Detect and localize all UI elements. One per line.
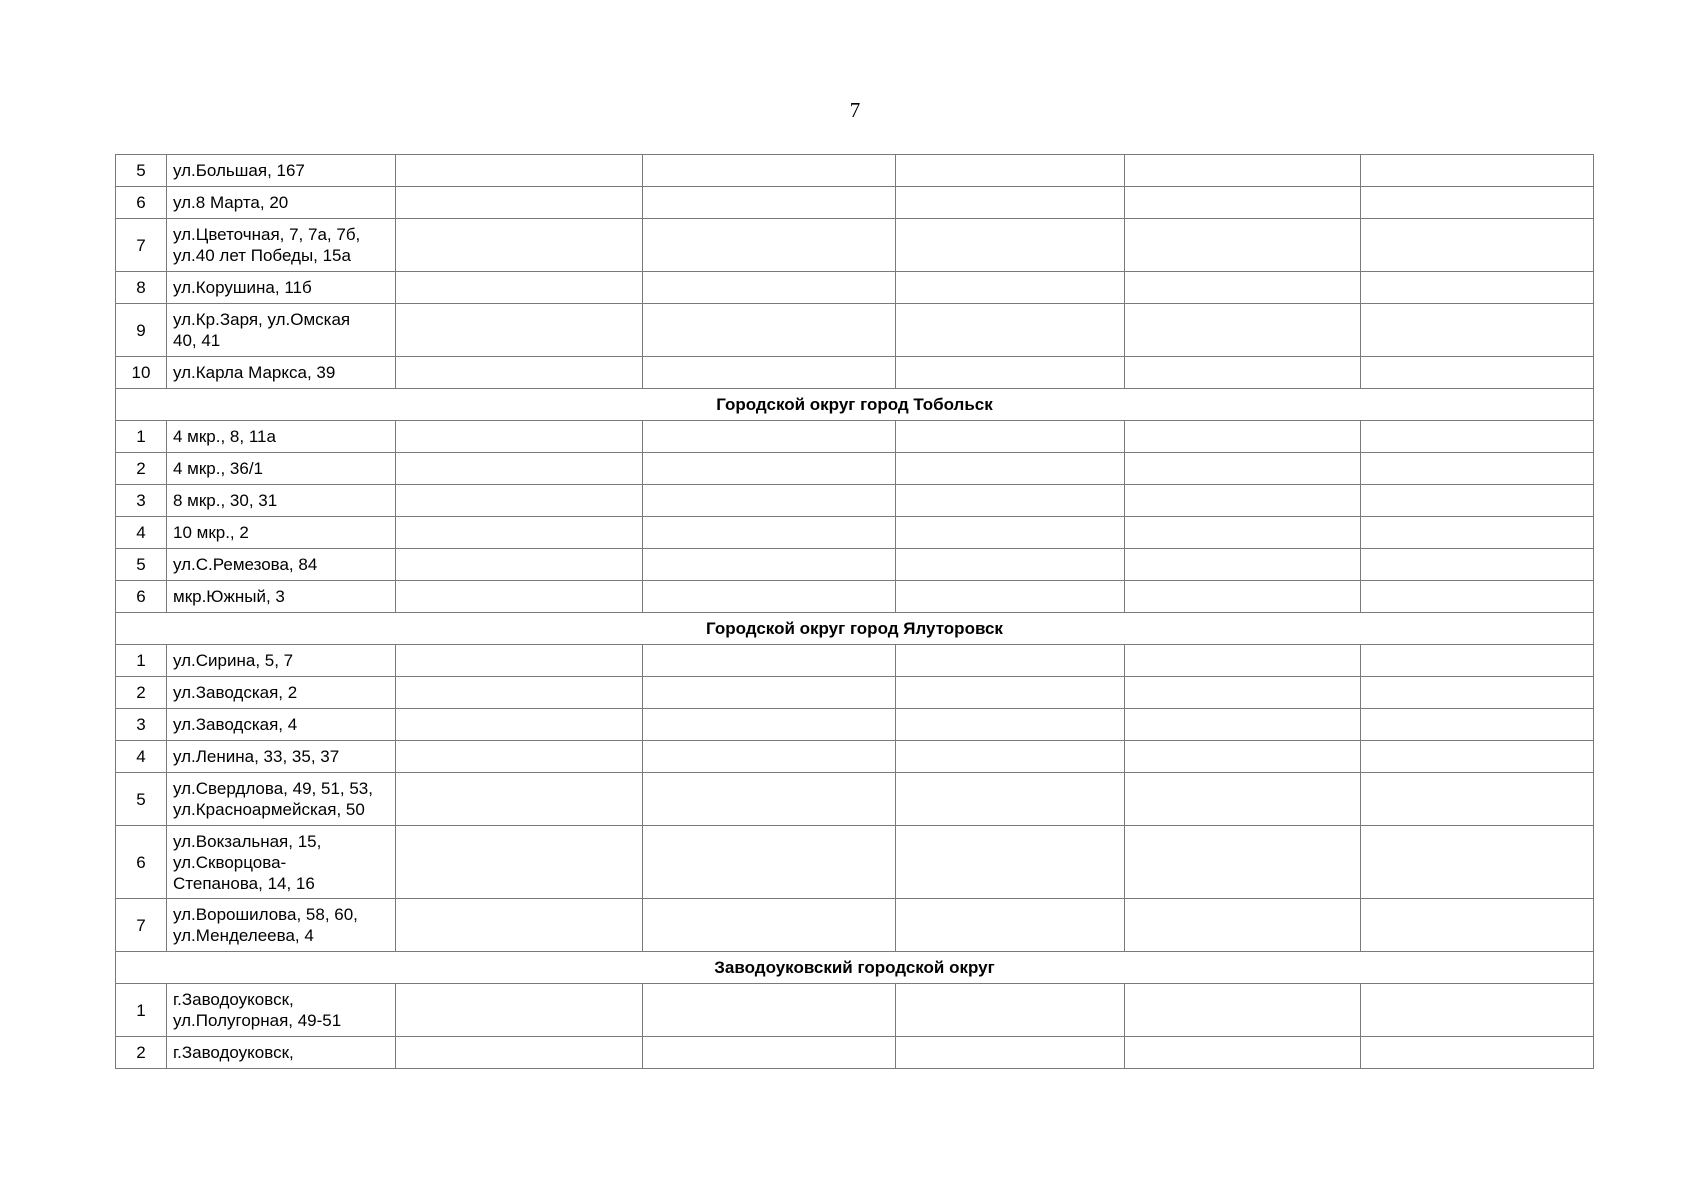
empty-cell xyxy=(896,187,1125,219)
empty-cell xyxy=(643,1037,896,1069)
section-title: Городской округ город Тобольск xyxy=(116,389,1594,421)
address-cell: ул.Сирина, 5, 7 xyxy=(167,645,396,677)
row-number: 2 xyxy=(116,1037,167,1069)
empty-cell xyxy=(896,1037,1125,1069)
address-cell: ул.Заводская, 2 xyxy=(167,677,396,709)
empty-cell xyxy=(1361,1037,1594,1069)
empty-cell xyxy=(896,219,1125,272)
empty-cell xyxy=(896,155,1125,187)
address-cell: ул.Большая, 167 xyxy=(167,155,396,187)
empty-cell xyxy=(1361,453,1594,485)
table-row xyxy=(116,485,1594,517)
empty-cell xyxy=(1361,219,1594,272)
empty-cell xyxy=(1361,645,1594,677)
row-number: 7 xyxy=(116,219,167,272)
empty-cell xyxy=(643,517,896,549)
address-cell: ул.С.Ремезова, 84 xyxy=(167,549,396,581)
row-number: 5 xyxy=(116,155,167,187)
empty-cell xyxy=(1361,709,1594,741)
table-row xyxy=(116,219,1594,272)
table-row xyxy=(116,272,1594,304)
empty-cell xyxy=(1125,219,1361,272)
empty-cell xyxy=(396,899,643,952)
table-row xyxy=(116,517,1594,549)
empty-cell xyxy=(1125,272,1361,304)
empty-cell xyxy=(1125,517,1361,549)
empty-cell xyxy=(396,187,643,219)
empty-cell xyxy=(396,272,643,304)
empty-cell xyxy=(1125,357,1361,389)
empty-cell xyxy=(896,517,1125,549)
row-number: 5 xyxy=(116,549,167,581)
address-cell: 8 мкр., 30, 31 xyxy=(167,485,396,517)
empty-cell xyxy=(643,304,896,357)
empty-cell xyxy=(896,581,1125,613)
address-cell: ул.Ленина, 33, 35, 37 xyxy=(167,741,396,773)
empty-cell xyxy=(396,709,643,741)
address-cell: ул.Цветочная, 7, 7а, 7б, ул.40 лет Победы, 15а xyxy=(167,219,396,272)
row-number: 6 xyxy=(116,581,167,613)
empty-cell xyxy=(396,741,643,773)
empty-cell xyxy=(1125,645,1361,677)
empty-cell xyxy=(896,741,1125,773)
address-cell: 4 мкр., 36/1 xyxy=(167,453,396,485)
empty-cell xyxy=(1361,485,1594,517)
empty-cell xyxy=(396,219,643,272)
empty-cell xyxy=(1361,155,1594,187)
section-header-row xyxy=(116,952,1594,984)
empty-cell xyxy=(643,984,896,1037)
empty-cell xyxy=(896,357,1125,389)
empty-cell xyxy=(896,899,1125,952)
empty-cell xyxy=(396,773,643,826)
empty-cell xyxy=(1361,984,1594,1037)
empty-cell xyxy=(1125,741,1361,773)
empty-cell xyxy=(1125,1037,1361,1069)
row-number: 5 xyxy=(116,773,167,826)
section-title: Городской округ город Ялуторовск xyxy=(116,613,1594,645)
empty-cell xyxy=(896,677,1125,709)
empty-cell xyxy=(896,709,1125,741)
table-row xyxy=(116,645,1594,677)
row-number: 2 xyxy=(116,677,167,709)
empty-cell xyxy=(643,219,896,272)
empty-cell xyxy=(396,453,643,485)
table-row xyxy=(116,421,1594,453)
row-number: 1 xyxy=(116,421,167,453)
row-number: 3 xyxy=(116,485,167,517)
empty-cell xyxy=(396,1037,643,1069)
row-number: 1 xyxy=(116,645,167,677)
empty-cell xyxy=(643,677,896,709)
row-number: 1 xyxy=(116,984,167,1037)
empty-cell xyxy=(643,581,896,613)
empty-cell xyxy=(396,304,643,357)
address-cell: ул.Карла Маркса, 39 xyxy=(167,357,396,389)
table-row xyxy=(116,826,1594,899)
section-header-row xyxy=(116,613,1594,645)
section-header-row xyxy=(116,389,1594,421)
table-row xyxy=(116,1037,1594,1069)
empty-cell xyxy=(1361,677,1594,709)
table-row xyxy=(116,155,1594,187)
empty-cell xyxy=(643,899,896,952)
empty-cell xyxy=(1125,549,1361,581)
table-row xyxy=(116,549,1594,581)
empty-cell xyxy=(396,549,643,581)
empty-cell xyxy=(396,421,643,453)
table-row xyxy=(116,677,1594,709)
empty-cell xyxy=(1125,581,1361,613)
row-number: 10 xyxy=(116,357,167,389)
empty-cell xyxy=(643,272,896,304)
empty-cell xyxy=(1361,899,1594,952)
empty-cell xyxy=(396,357,643,389)
empty-cell xyxy=(643,826,896,899)
empty-cell xyxy=(1125,187,1361,219)
empty-cell xyxy=(643,549,896,581)
row-number: 6 xyxy=(116,826,167,899)
address-cell: ул.Свердлова, 49, 51, 53, ул.Красноармейская, 50 xyxy=(167,773,396,826)
empty-cell xyxy=(896,485,1125,517)
empty-cell xyxy=(896,773,1125,826)
empty-cell xyxy=(643,421,896,453)
address-cell: ул.Кр.Заря, ул.Омская 40, 41 xyxy=(167,304,396,357)
empty-cell xyxy=(896,984,1125,1037)
empty-cell xyxy=(1361,517,1594,549)
empty-cell xyxy=(1125,899,1361,952)
address-cell: ул.Ворошилова, 58, 60, ул.Менделеева, 4 xyxy=(167,899,396,952)
empty-cell xyxy=(396,984,643,1037)
empty-cell xyxy=(643,485,896,517)
row-number: 6 xyxy=(116,187,167,219)
table-body xyxy=(116,155,1594,1069)
empty-cell xyxy=(1125,773,1361,826)
empty-cell xyxy=(1361,549,1594,581)
address-cell: ул.Вокзальная, 15, ул.Скворцова- Степанова, 14, 16 xyxy=(167,826,396,899)
empty-cell xyxy=(896,826,1125,899)
empty-cell xyxy=(643,741,896,773)
empty-cell xyxy=(896,304,1125,357)
empty-cell xyxy=(1361,581,1594,613)
empty-cell xyxy=(396,155,643,187)
address-cell: ул.Корушина, 11б xyxy=(167,272,396,304)
empty-cell xyxy=(896,272,1125,304)
row-number: 3 xyxy=(116,709,167,741)
row-number: 4 xyxy=(116,517,167,549)
row-number: 7 xyxy=(116,899,167,952)
empty-cell xyxy=(1361,304,1594,357)
empty-cell xyxy=(1361,272,1594,304)
row-number: 8 xyxy=(116,272,167,304)
row-number: 9 xyxy=(116,304,167,357)
empty-cell xyxy=(643,453,896,485)
empty-cell xyxy=(1125,485,1361,517)
empty-cell xyxy=(896,549,1125,581)
empty-cell xyxy=(643,709,896,741)
table-row xyxy=(116,357,1594,389)
empty-cell xyxy=(1125,421,1361,453)
empty-cell xyxy=(896,645,1125,677)
empty-cell xyxy=(1125,453,1361,485)
empty-cell xyxy=(1361,826,1594,899)
table-row xyxy=(116,984,1594,1037)
table-row xyxy=(116,741,1594,773)
table-row xyxy=(116,709,1594,741)
address-cell: 10 мкр., 2 xyxy=(167,517,396,549)
empty-cell xyxy=(1361,357,1594,389)
addresses-table xyxy=(115,154,1594,1069)
empty-cell xyxy=(643,645,896,677)
empty-cell xyxy=(396,826,643,899)
empty-cell xyxy=(896,453,1125,485)
empty-cell xyxy=(1361,187,1594,219)
empty-cell xyxy=(1125,826,1361,899)
table-row xyxy=(116,187,1594,219)
address-cell: ул.Заводская, 4 xyxy=(167,709,396,741)
empty-cell xyxy=(1125,304,1361,357)
page-number: 7 xyxy=(849,98,861,122)
empty-cell xyxy=(1361,421,1594,453)
empty-cell xyxy=(396,645,643,677)
table-row xyxy=(116,304,1594,357)
table-row xyxy=(116,899,1594,952)
empty-cell xyxy=(396,677,643,709)
row-number: 4 xyxy=(116,741,167,773)
address-cell: мкр.Южный, 3 xyxy=(167,581,396,613)
table-row xyxy=(116,773,1594,826)
empty-cell xyxy=(1125,677,1361,709)
table-row xyxy=(116,581,1594,613)
address-cell: г.Заводоуковск, xyxy=(167,1037,396,1069)
empty-cell xyxy=(1125,709,1361,741)
table-row xyxy=(116,453,1594,485)
empty-cell xyxy=(396,517,643,549)
empty-cell xyxy=(896,421,1125,453)
empty-cell xyxy=(643,773,896,826)
empty-cell xyxy=(1125,155,1361,187)
empty-cell xyxy=(396,485,643,517)
empty-cell xyxy=(1125,984,1361,1037)
address-cell: 4 мкр., 8, 11а xyxy=(167,421,396,453)
empty-cell xyxy=(396,581,643,613)
empty-cell xyxy=(643,155,896,187)
empty-cell xyxy=(1361,741,1594,773)
address-cell: ул.8 Марта, 20 xyxy=(167,187,396,219)
empty-cell xyxy=(643,187,896,219)
empty-cell xyxy=(643,357,896,389)
empty-cell xyxy=(1361,773,1594,826)
row-number: 2 xyxy=(116,453,167,485)
section-title: Заводоуковский городской округ xyxy=(116,952,1594,984)
address-cell: г.Заводоуковск, ул.Полугорная, 49-51 xyxy=(167,984,396,1037)
